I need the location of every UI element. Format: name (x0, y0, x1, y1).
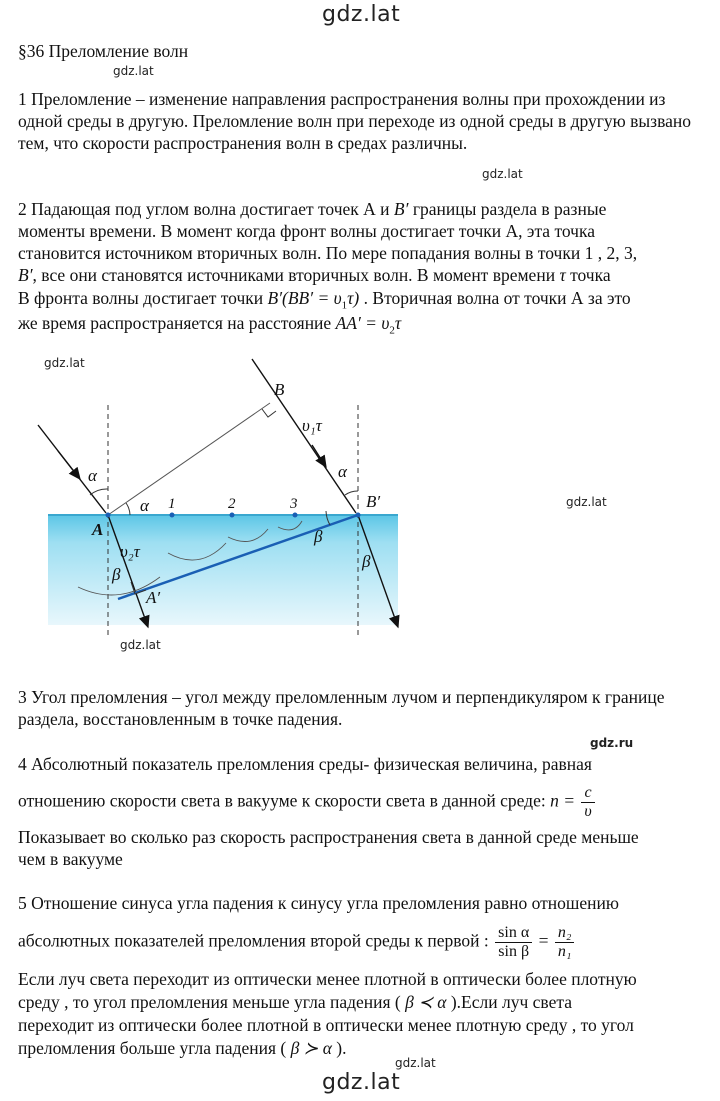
right-angle-mark (262, 409, 276, 417)
point-A (106, 513, 111, 518)
label-beta: β (362, 552, 371, 571)
formula-n: n = (550, 790, 576, 811)
label-point-3: 3 (290, 496, 298, 512)
wavefront-AB (108, 403, 270, 515)
paragraph-2-line-4: B′, все они становятся источниками вторичных волн. В момент времени τ точка (18, 265, 611, 285)
label-alpha: α (88, 466, 97, 485)
paragraph-2-line-6: же время распространяется на расстояние $AA' = \upsilon_2\tau$ (18, 313, 402, 337)
label-point-1: 1 (168, 496, 176, 512)
paragraph-2-line-3: становится источником вторичных волн. По мере попадания волны в точки 1 , 2, 3, (18, 243, 638, 263)
paragraph-5-line-1: 5 Отношение синуса угла падения к синусу угла преломления равно отношению (18, 893, 619, 913)
angle-arc (126, 503, 130, 515)
label-v1-tau: υ₁τ (302, 416, 322, 435)
paragraph-4-line-1: 4 Абсолютный показатель преломления среды- физическая величина, равная (18, 754, 592, 774)
paragraph-5-line-6: преломления больше угла падения ( β ≻ α ). (18, 1038, 347, 1058)
watermark-small: gdz.lat (44, 356, 85, 370)
paragraph-2-line-5: В фронта волны достигает точки $B'(BB' = \upsilon_1\tau)$ . Вторичная волна от точки А за это (18, 288, 631, 312)
paragraph-2-line-2: моменты времени. В момент когда фронт волны достигает точки А, эта точка (18, 221, 595, 241)
label-point-2: 2 (228, 496, 236, 512)
label-beta: β (314, 527, 323, 546)
paragraph-4-line-3: Показывает во сколько раз скорость распространения света в данной среде меньше (18, 827, 639, 847)
point-Bprime (356, 513, 361, 518)
paragraph-5-line-2: абсолютных показателей преломления второй среды к первой : $\frac{\text{sin α}}{\text{sin β}}$ = $\frac{\text{n₂}}{\text{n₁}}$ (18, 924, 576, 961)
incident-ray-B (252, 359, 356, 513)
point-2 (230, 513, 235, 518)
paragraph-1: 1 Преломление – изменение направления распространения волны при прохождении из одной среды в другую. Преломление волн при переходе из одной среды в другую вызвано тем, что скорости распространения волн в средах различны. (18, 89, 691, 153)
angle-arc (90, 489, 108, 495)
watermark-top: gdz.lat (322, 2, 401, 27)
point-1 (170, 513, 175, 518)
formula-sin-ratio: $\frac{\text{sin α}}{\text{sin β}}$ (495, 924, 532, 961)
section-heading: §36 Преломление волн (18, 41, 189, 61)
watermark-small: gdz.lat (566, 495, 607, 509)
label-beta: β (112, 565, 121, 584)
paragraph-4-line-2: отношению скорости света в вакууме к скорости света в данной среде: n = $\frac{c}{\upsilon}$ (18, 784, 597, 821)
label-Bprime: B′ (366, 492, 381, 511)
watermark-bottom: gdz.lat (322, 1070, 401, 1095)
angle-arc (345, 491, 358, 495)
watermark-ru: gdz.ru (590, 736, 634, 750)
paragraph-5-line-4: среду , то угол преломления меньше угла падения ( β ≺ α ).Если луч света (18, 992, 572, 1012)
label-Aprime: A′ (146, 588, 161, 607)
arrow-icon (58, 451, 80, 479)
arrow-icon (312, 445, 326, 467)
label-alpha: α (140, 496, 149, 515)
watermark-small: gdz.lat (395, 1056, 436, 1070)
refraction-diagram (0, 345, 720, 645)
point-3 (293, 513, 298, 518)
formula-fraction: $\frac{c}{\upsilon}$ (581, 784, 594, 821)
label-A: A (92, 520, 104, 539)
paragraph-5-line-3: Если луч света переходит из оптически менее плотной в оптически более плотную (18, 969, 637, 989)
paragraph-4-line-4: чем в вакууме (18, 849, 123, 869)
label-v2-tau: υ₂τ (120, 542, 140, 561)
watermark-small: gdz.lat (482, 167, 523, 181)
label-alpha: α (338, 462, 347, 481)
paragraph-3: 3 Угол преломления – угол между преломленным лучом и перпендикуляром к границе раздела, восстановленным в точке падения. (18, 687, 665, 729)
paragraph-5-line-5: переходит из оптически более плотной в оптически менее плотную среду , то угол (18, 1015, 634, 1035)
watermark-small: gdz.lat (120, 638, 161, 652)
paragraph-2-line-1: 2 Падающая под углом волна достигает точек А и B′ границы раздела в разные (18, 199, 607, 219)
label-B: B (274, 380, 285, 399)
formula-n-ratio: $\frac{\text{n₂}}{\text{n₁}}$ (555, 924, 575, 961)
watermark-small: gdz.lat (113, 64, 154, 78)
